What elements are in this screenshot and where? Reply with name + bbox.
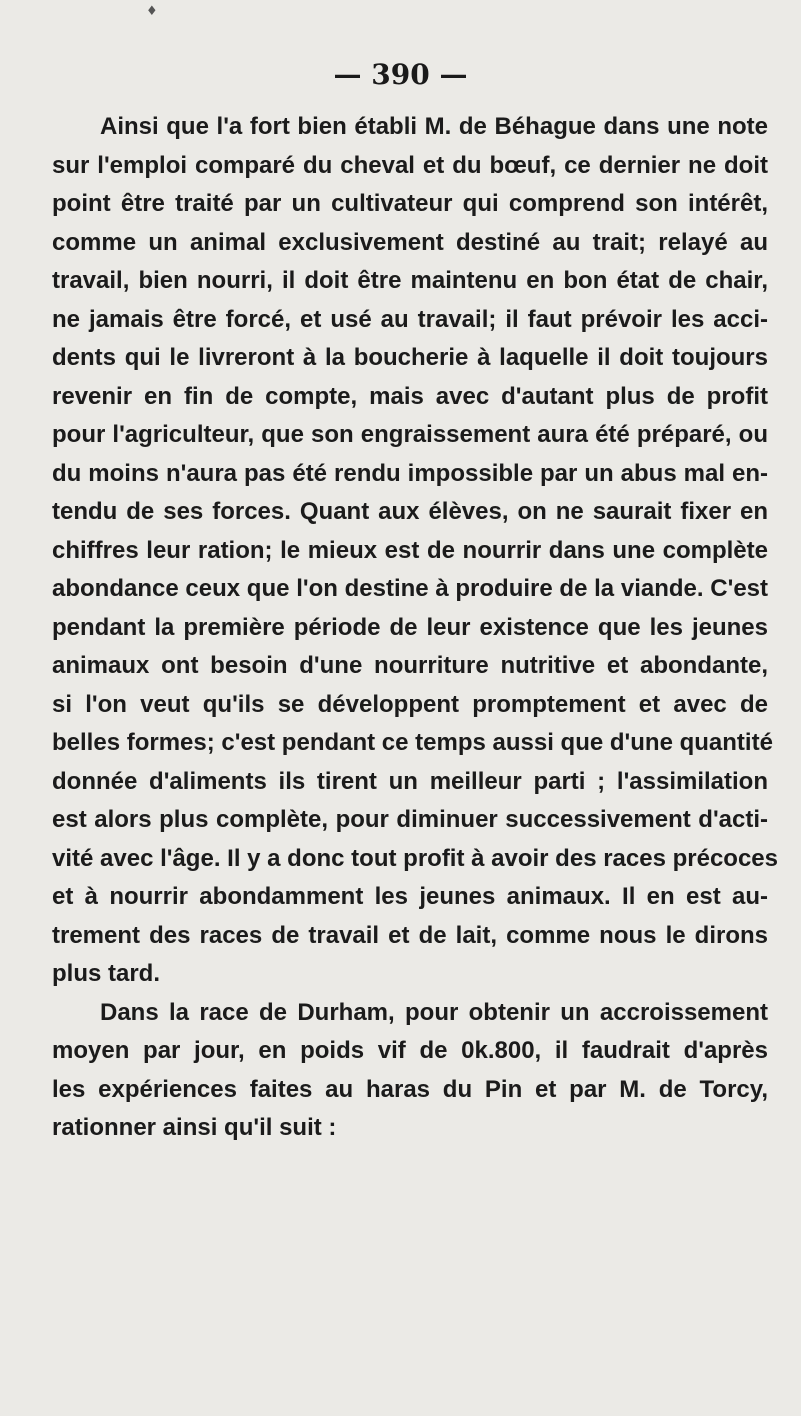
text-line: travail, bien nourri, il doit être maintenu en bon état de chair, [52,267,768,294]
text-line: Ainsi que l'a fort bien établi M. de Béhague dans une note [100,113,768,140]
text-line: du moins n'aura pas été rendu impossible par un abus mal en- [52,459,768,487]
text-line: les expériences faites au haras du Pin et par M. de Torcy, [52,1075,768,1103]
text-line: abondance ceux que l'on destine à produire de la viande. C'est [52,575,768,602]
text-line: pendant la première période de leur existence que les jeunes [52,613,768,641]
text-line: comme un animal exclusivement destiné au trait; relayé au [52,228,768,256]
text-line: et à nourrir abondamment les jeunes animaux. Il en est au- [52,883,768,910]
text-line: donnée d'aliments ils tirent un meilleur parti ; l'assimilation [52,767,768,795]
text-line: moyen par jour, en poids vif de 0k.800, il faudrait d'après [52,1037,768,1064]
text-line: vité avec l'âge. Il y a donc tout profit à avoir des races précoces [52,844,778,872]
text-line: tendu de ses forces. Quant aux élèves, on ne saurait fixer en [52,498,768,525]
text-line: dents qui le livreront à la boucherie à laquelle il doit toujours [52,344,768,371]
body-text [52,108,778,1148]
text-line: chiffres leur ration; le mieux est de nourrir dans une complète [52,536,768,564]
text-line: animaux ont besoin d'une nourriture nutritive et abondante, [52,652,768,679]
text-line: ne jamais être forcé, et usé au travail; il faut prévoir les acci- [52,305,768,333]
text-line: sur l'emploi comparé du cheval et du bœuf, ce dernier ne doit [52,151,768,179]
text-line: si l'on veut qu'ils se développent promptement et avec de [52,690,768,718]
text-line: Dans la race de Durham, pour obtenir un accroissement [100,998,768,1026]
text-line: pour l'agriculteur, que son engraissement aura été préparé, ou [52,421,768,448]
text-line: plus tard. [52,960,161,987]
text-line: point être traité par un cultivateur qui comprend son intérêt, [52,190,768,217]
text-line: trement des races de travail et de lait, comme nous le dirons [52,921,768,949]
text-line: rationner ainsi qu'il suit : [52,1114,337,1141]
ink-mark: ♦ [146,4,158,19]
page-number: — 390 — [333,58,468,91]
text-line: revenir en fin de compte, mais avec d'autant plus de profit [52,382,768,410]
text-line: belles formes; c'est pendant ce temps aussi que d'une quantité [52,729,773,756]
text-line: est alors plus complète, pour diminuer successivement d'acti- [52,806,768,833]
